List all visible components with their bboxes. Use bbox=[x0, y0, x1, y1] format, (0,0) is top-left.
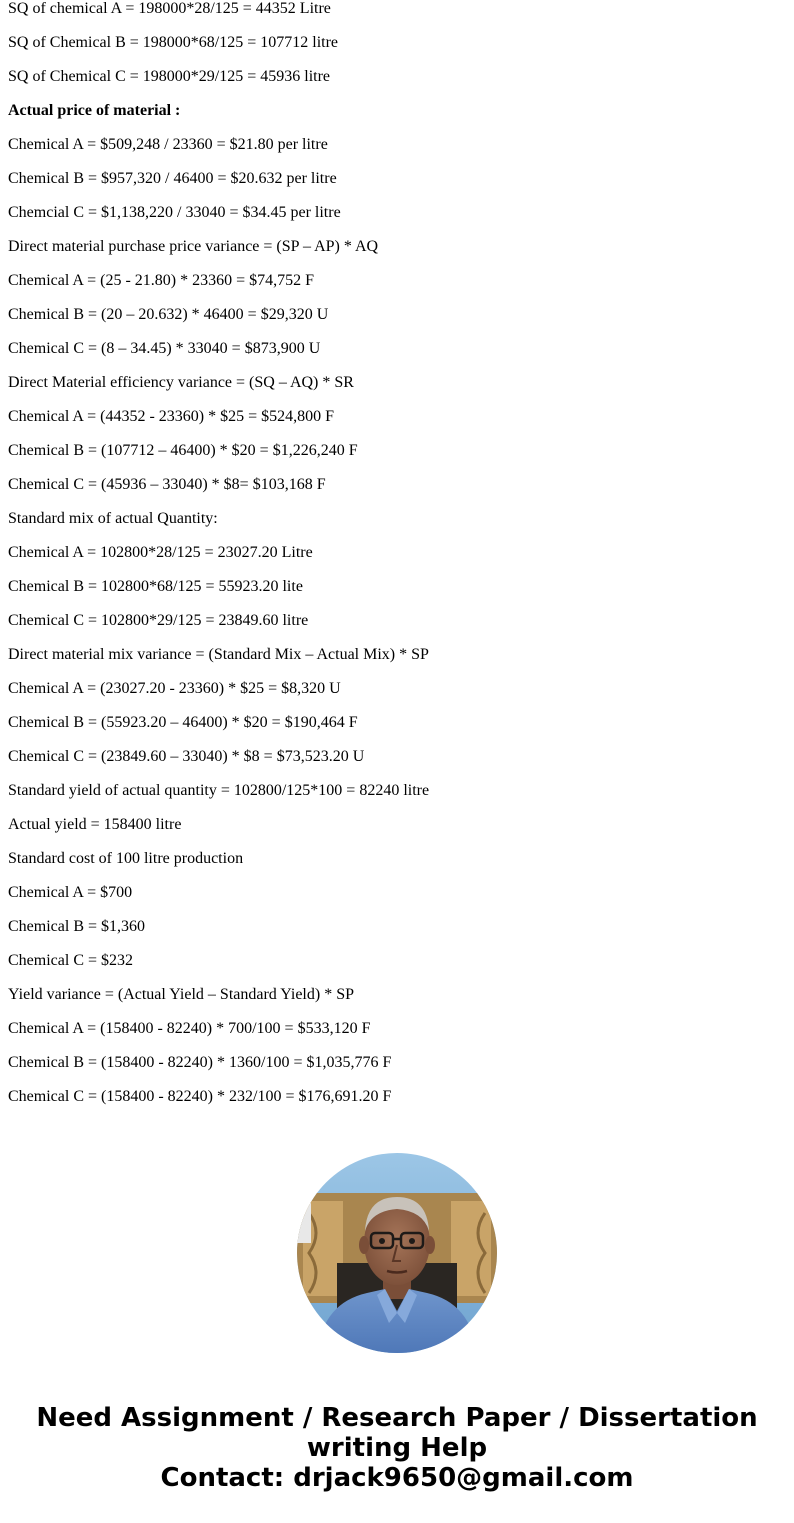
calculation-line: Standard yield of actual quantity = 102800/125*100 = 82240 litre bbox=[8, 782, 430, 799]
calculation-line: Yield variance = (Actual Yield – Standard Yield) * SP bbox=[8, 986, 354, 1003]
calculation-line: Chemical C = $232 bbox=[8, 952, 134, 969]
calculation-line: Chemical A = (44352 - 23360) * $25 = $524,800 F bbox=[8, 408, 335, 425]
calculation-line: Chemical C = 102800*29/125 = 23849.60 litre bbox=[8, 612, 309, 629]
calculation-line: Chemical C = (158400 - 82240) * 232/100 = $176,691.20 F bbox=[8, 1088, 392, 1105]
footer-line-1: Need Assignment / Research Paper / Dissertation bbox=[36, 1403, 758, 1433]
calculation-line: Chemical C = (8 – 34.45) * 33040 = $873,900 U bbox=[8, 340, 321, 357]
calculation-line: Chemical B = (55923.20 – 46400) * $20 = $190,464 F bbox=[8, 714, 358, 731]
calculation-line: Chemical B = (158400 - 82240) * 1360/100 = $1,035,776 F bbox=[8, 1054, 392, 1071]
author-portrait-icon bbox=[297, 1153, 497, 1353]
calculation-line: SQ of chemical A = 198000*28/125 = 44352 Litre bbox=[8, 0, 331, 17]
author-avatar bbox=[297, 1153, 497, 1353]
footer-contact-email: Contact: drjack9650@gmail.com bbox=[160, 1463, 634, 1493]
calculation-line: Actual yield = 158400 litre bbox=[8, 816, 182, 833]
contact-banner bbox=[0, 1403, 794, 1493]
calculation-line: Direct material mix variance = (Standard Mix – Actual Mix) * SP bbox=[8, 646, 429, 663]
calculation-line: Chemical B = $1,360 bbox=[8, 918, 146, 935]
calculation-line: Chemical C = (23849.60 – 33040) * $8 = $73,523.20 U bbox=[8, 748, 365, 765]
calculation-line: Chemical A = (158400 - 82240) * 700/100 = $533,120 F bbox=[8, 1020, 371, 1037]
section-heading: Actual price of material : bbox=[8, 102, 181, 119]
calculation-line: Direct Material efficiency variance = (SQ – AQ) * SR bbox=[8, 374, 354, 391]
calculation-line: SQ of Chemical B = 198000*68/125 = 107712 litre bbox=[8, 34, 339, 51]
calculation-line: Chemical B = 102800*68/125 = 55923.20 lite bbox=[8, 578, 303, 595]
calculation-line: Chemical C = (45936 – 33040) * $8= $103,168 F bbox=[8, 476, 326, 493]
calculation-line: Chemical A = 102800*28/125 = 23027.20 Litre bbox=[8, 544, 313, 561]
calculation-line: Chemical A = $700 bbox=[8, 884, 133, 901]
calculation-line: Chemcial C = $1,138,220 / 33040 = $34.45 per litre bbox=[8, 204, 341, 221]
calculation-line: Chemical A = $509,248 / 23360 = $21.80 per litre bbox=[8, 136, 328, 153]
calculation-line: SQ of Chemical C = 198000*29/125 = 45936 litre bbox=[8, 68, 331, 85]
calculation-line: Standard cost of 100 litre production bbox=[8, 850, 244, 867]
calculation-line: Chemical B = $957,320 / 46400 = $20.632 per litre bbox=[8, 170, 337, 187]
calculation-line: Chemical B = (107712 – 46400) * $20 = $1,226,240 F bbox=[8, 442, 358, 459]
footer-line-2: writing Help bbox=[306, 1433, 488, 1463]
solution-text bbox=[8, 0, 788, 1122]
calculation-line: Standard mix of actual Quantity: bbox=[8, 510, 218, 527]
calculation-line: Direct material purchase price variance = (SP – AP) * AQ bbox=[8, 238, 379, 255]
calculation-line: Chemical B = (20 – 20.632) * 46400 = $29,320 U bbox=[8, 306, 329, 323]
calculation-line: Chemical A = (25 - 21.80) * 23360 = $74,752 F bbox=[8, 272, 315, 289]
calculation-line: Chemical A = (23027.20 - 23360) * $25 = $8,320 U bbox=[8, 680, 341, 697]
